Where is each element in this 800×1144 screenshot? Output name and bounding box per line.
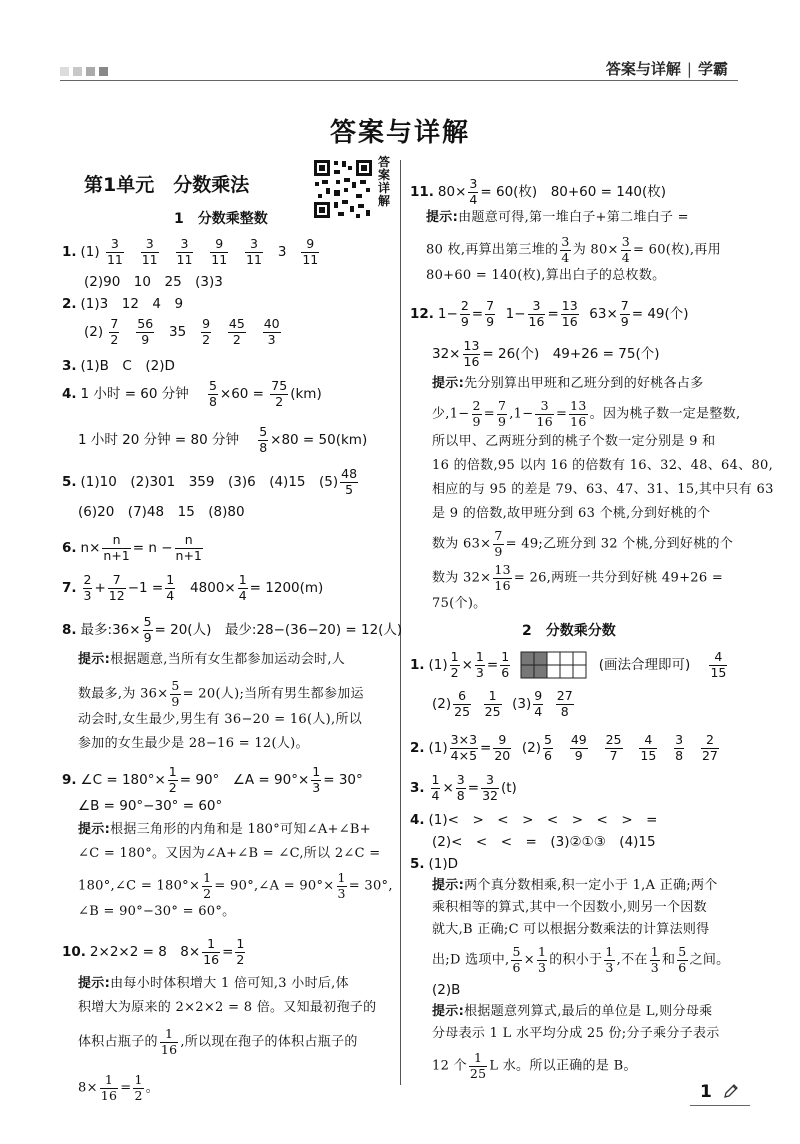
- qr-code-icon: [312, 158, 374, 220]
- fraction: $\frac{9}{11}$: [211, 236, 228, 267]
- fraction: $\frac{4}{15}$: [710, 649, 727, 680]
- q9-hint2: ∠C = 180°。又因为∠A+∠B = ∠C,所以 2∠C =: [78, 846, 381, 861]
- pencil-icon: [722, 1082, 740, 1100]
- fraction: $\frac{3}{11}$: [176, 236, 193, 267]
- q9-hint3: 180°,∠C = 180°× $\frac{1}{2}$ = 90°,∠A = 90°× $\frac{1}{3}$ = 30°,: [78, 870, 393, 901]
- fraction: $\frac{5}{6}$: [678, 944, 687, 975]
- r4-line1: 4. (1)< > < > < > < > =: [410, 812, 658, 828]
- header-separator: |: [686, 60, 692, 78]
- fraction: $\frac{4}{15}$: [640, 732, 657, 763]
- fraction: $\frac{n}{n+1}$: [175, 532, 202, 563]
- fraction: $\frac{13}{16}$: [561, 298, 578, 329]
- fraction-grid: [520, 650, 590, 680]
- q5-line1: 5. (1)10 (2)301 359 (3)6 (4)15 (5) $\frac{48}{5}$: [62, 466, 358, 497]
- fraction: $\frac{1}{16}$: [160, 1026, 178, 1057]
- fraction: $\frac{40}{3}$: [263, 316, 280, 347]
- fraction: $\frac{1}{3}$: [605, 944, 614, 975]
- fraction: $\frac{5}{8}$: [259, 424, 268, 455]
- q8-hint3: 动会时,女生最少,男生有 36−20 = 16(人),所以: [78, 712, 363, 727]
- q3-line: 3. (1)B C (2)D: [62, 358, 175, 374]
- q4-line2: 1 小时 20 分钟 = 80 分钟 $\frac{5}{8}$ ×80 = 50(km): [78, 424, 368, 455]
- fraction: $\frac{25}{7}$: [605, 732, 622, 763]
- q5-line2: (6)20 (7)48 15 (8)80: [78, 504, 245, 520]
- r5-hint7: 12 个 $\frac{1}{25}$ L 水。所以正确的是 B。: [432, 1050, 637, 1081]
- fraction: $\frac{49}{9}$: [570, 732, 587, 763]
- fraction: $\frac{3}{4}$: [469, 176, 478, 207]
- q11-hint2: 80 枚,再算出第三堆的 $\frac{3}{4}$ 为 80× $\frac{3}{4}$ = 60(枚),再用: [426, 234, 721, 265]
- q9-hint4: ∠B = 90°−30° = 60°。: [78, 904, 236, 919]
- q12-hint1: 提示:先分别算出甲班和乙班分到的好桃各占多: [432, 376, 704, 391]
- q10-line1: 10. 2×2×2 = 8 8× $\frac{1}{16}$ = $\frac{1}{2}$: [62, 936, 245, 967]
- fraction: $\frac{7}{9}$: [620, 298, 629, 329]
- grid-cell: [573, 665, 586, 678]
- fraction: $\frac{9}{4}$: [534, 688, 543, 719]
- q1-line1: 1. (1) $\frac{3}{11}$ $\frac{3}{11}$ $\frac{3}{11}$ $\frac{9}{11}$ $\frac{3}{11}$ 3 $\frac{9}{11}$: [62, 236, 319, 267]
- section-title-1: 1 分数乘整数: [174, 211, 268, 227]
- qr-label: 答案详解: [378, 155, 391, 208]
- q1-line2: (2)90 10 25 (3)3: [84, 274, 223, 290]
- fraction: $\frac{7}{12}$: [108, 572, 125, 603]
- grid-cell: [534, 652, 547, 665]
- fraction: $\frac{13}{16}$: [494, 562, 511, 593]
- grid-cell: [521, 652, 534, 665]
- fraction: $\frac{5}{8}$: [208, 378, 217, 409]
- fraction: $\frac{7}{2}$: [110, 316, 119, 347]
- fraction: $\frac{1}{4}$: [238, 572, 247, 603]
- fraction: $\frac{3}{16}$: [528, 298, 545, 329]
- fraction: $\frac{9}{20}$: [494, 732, 511, 763]
- q11-line1: 11. 80× $\frac{3}{4}$ = 60(枚) 80+60 = 140(枚): [410, 176, 667, 207]
- fraction: $\frac{1}{2}$: [236, 936, 245, 967]
- r1-line1: 1. (1) $\frac{1}{2}$ × $\frac{1}{3}$ = $\frac{1}{6}$ (画法合理即可) $\frac{4}{15}$: [410, 649, 727, 680]
- r5-hint3: 就大,B 正确;C 可以根据分数乘法的计算法则得: [432, 922, 710, 937]
- fraction: $\frac{3}{8}$: [456, 772, 465, 803]
- fraction: $\frac{1}{6}$: [501, 649, 510, 680]
- grid-cell: [560, 652, 573, 665]
- header-square: [73, 67, 82, 76]
- r4-line2: (2)< < < = (3)②①③ (4)15: [432, 834, 656, 850]
- fraction: $\frac{5}{9}$: [171, 678, 180, 709]
- fraction: $\frac{3\times 3}{4\times 5}$: [450, 732, 478, 763]
- q12-hint7: 数为 63× $\frac{7}{9}$ = 49;乙班分到 32 个桃,分到好桃的个: [432, 528, 734, 559]
- q12-hint9: 75(个)。: [432, 596, 487, 611]
- q10-hint3: 体积占瓶子的 $\frac{1}{16}$ ,所以现在孢子的体积占瓶子的: [78, 1026, 358, 1057]
- q12-line1: 12. 1− $\frac{2}{9}$ = $\frac{7}{9}$ 1− $\frac{3}{16}$ = $\frac{13}{16}$ 63× $\frac{7}{9}$ = 49(个): [410, 298, 689, 329]
- q12-line2: 32× $\frac{13}{16}$ = 26(个) 49+26 = 75(个): [432, 338, 660, 369]
- grid-cell: [547, 665, 560, 678]
- fraction: $\frac{2}{9}$: [472, 398, 481, 429]
- fraction: $\frac{5}{6}$: [512, 944, 521, 975]
- r5-line1: 5. (1)D: [410, 856, 459, 872]
- brand-logo: 学霸: [697, 60, 728, 78]
- fraction: $\frac{1}{4}$: [166, 572, 175, 603]
- fraction: $\frac{7}{9}$: [494, 528, 503, 559]
- r5-hint1: 提示:两个真分数相乘,积一定小于 1,A 正确;两个: [432, 878, 718, 893]
- fraction: $\frac{27}{8}$: [556, 688, 573, 719]
- grid-cell: [560, 665, 573, 678]
- q9-line2: ∠B = 90°−30° = 60°: [78, 798, 223, 814]
- q9-line1: 9. ∠C = 180°× $\frac{1}{2}$ = 90° ∠A = 90°× $\frac{1}{3}$ = 30°: [62, 764, 363, 795]
- fraction: $\frac{3}{11}$: [246, 236, 262, 267]
- fraction: $\frac{1}{4}$: [431, 772, 440, 803]
- q2-line1: 2. (1)3 12 4 9: [62, 296, 184, 312]
- fraction: $\frac{1}{2}$: [203, 870, 212, 901]
- fraction: $\frac{1}{2}$: [134, 1072, 143, 1103]
- q10-hint4: 8× $\frac{1}{16}$ = $\frac{1}{2}$ 。: [78, 1072, 160, 1103]
- r5-hint6: 分母表示 1 L 水平均分成 25 份;分子乘分子表示: [432, 1026, 720, 1041]
- fraction: $\frac{n}{n+1}$: [103, 532, 130, 563]
- header-squares: [60, 67, 108, 76]
- fraction: $\frac{3}{4}$: [621, 234, 631, 265]
- fraction: $\frac{5}{6}$: [543, 732, 552, 763]
- header-label: [606, 58, 728, 79]
- page-number: 1: [700, 1082, 712, 1102]
- fraction: $\frac{9}{2}$: [202, 316, 211, 347]
- footer-rule: [690, 1105, 750, 1106]
- fraction: $\frac{3}{16}$: [536, 398, 553, 429]
- fraction: $\frac{1}{16}$: [203, 936, 220, 967]
- fraction: $\frac{1}{25}$: [469, 1050, 487, 1081]
- fraction: $\frac{45}{2}$: [228, 316, 245, 347]
- grid-cell: [521, 665, 534, 678]
- fraction: $\frac{1}{3}$: [475, 649, 484, 680]
- section-title-2: 2 分数乘分数: [522, 623, 616, 639]
- fraction: $\frac{3}{8}$: [675, 732, 684, 763]
- q4-line1: 4. 1 小时 = 60 分钟 $\frac{5}{8}$ ×60 = $\frac{75}{2}$ (km): [62, 378, 322, 409]
- grid-cell: [573, 652, 586, 665]
- q12-hint5: 相应的与 95 的差是 79、63、47、31、15,其中只有 63: [432, 482, 774, 497]
- q12-hint3: 所以甲、乙两班分到的桃子个数一定分别是 9 和: [432, 434, 716, 449]
- fraction: $\frac{3}{4}$: [561, 234, 570, 265]
- fraction: $\frac{1}{3}$: [312, 764, 321, 795]
- fraction: $\frac{9}{11}$: [302, 236, 319, 267]
- header-square: [99, 67, 108, 76]
- fraction: $\frac{7}{9}$: [497, 398, 507, 429]
- fraction: $\frac{1}{3}$: [337, 870, 346, 901]
- fraction: $\frac{6}{25}$: [454, 688, 471, 719]
- q2-line2: (2) $\frac{7}{2}$ $\frac{56}{9}$ 35 $\frac{9}{2}$ $\frac{45}{2}$ $\frac{40}{3}$: [84, 316, 280, 347]
- fraction: $\frac{3}{11}$: [106, 236, 123, 267]
- fraction: $\frac{5}{9}$: [143, 614, 152, 645]
- header-rule: [60, 80, 738, 81]
- r3-line: 3. $\frac{1}{4}$ × $\frac{3}{8}$ = $\frac{3}{32}$ (t): [410, 772, 517, 803]
- grid-cell: [534, 665, 547, 678]
- fraction: $\frac{2}{3}$: [83, 572, 92, 603]
- r5-line2: (2)B: [432, 982, 461, 998]
- q11-hint3: 80+60 = 140(枚),算出白子的总枚数。: [426, 268, 666, 283]
- q12-hint4: 16 的倍数,95 以内 16 的倍数有 16、32、48、64、80,: [432, 458, 774, 473]
- page-title: 答案与详解: [329, 118, 470, 148]
- r5-hint5: 提示:根据题意列算式,最后的单位是 L,则分母乘: [432, 1004, 713, 1019]
- header-square: [60, 67, 69, 76]
- fraction: $\frac{1}{25}$: [484, 688, 501, 719]
- q6-line: 6. n× $\frac{n}{n+1}$ = n − $\frac{n}{n+1}$: [62, 532, 202, 563]
- fraction: $\frac{48}{5}$: [341, 466, 358, 497]
- fraction: $\frac{75}{2}$: [271, 378, 288, 409]
- q8-hint2: 数最多,为 36× $\frac{5}{9}$ = 20(人);当所有男生都参加运: [78, 678, 364, 709]
- unit-title: 第1单元 分数乘法: [84, 174, 250, 196]
- q10-hint2: 积增大为原来的 2×2×2 = 8 倍。又知最初孢子的: [78, 1000, 377, 1015]
- r5-hint4: 出;D 选项中, $\frac{5}{6}$ × $\frac{1}{3}$ 的积小于 $\frac{1}{3}$ ,不在 $\frac{1}{3}$ 和 $\frac{5}{6}$ 之间。: [432, 944, 730, 975]
- r1-line2: (2) $\frac{6}{25}$ $\frac{1}{25}$ (3) $\frac{9}{4}$ $\frac{27}{8}$: [432, 688, 573, 719]
- fraction: $\frac{56}{9}$: [137, 316, 154, 347]
- fraction: $\frac{1}{3}$: [650, 944, 659, 975]
- q12-hint8: 数为 32× $\frac{13}{16}$ = 26,两班一共分到好桃 49+26 =: [432, 562, 724, 593]
- grid-cell: [547, 652, 560, 665]
- q12-hint6: 是 9 的倍数,故甲班分到 63 个桃,分到好桃的个: [432, 506, 711, 521]
- fraction: $\frac{1}{16}$: [100, 1072, 118, 1103]
- fraction: $\frac{13}{16}$: [570, 398, 587, 429]
- q8-hint4: 参加的女生最少是 28−16 = 12(人)。: [78, 736, 309, 751]
- header-square: [86, 67, 95, 76]
- q8-line1: 8. 最多:36× $\frac{5}{9}$ = 20(人) 最少:28−(36−20) = 12(人): [62, 614, 403, 645]
- fraction: $\frac{7}{9}$: [486, 298, 495, 329]
- q12-hint2: 少,1− $\frac{2}{9}$ = $\frac{7}{9}$ ,1− $\frac{3}{16}$ = $\frac{13}{16}$ 。因为桃子数一定是整数,: [432, 398, 741, 429]
- fraction: $\frac{13}{16}$: [463, 338, 480, 369]
- r2-line: 2. (1) $\frac{3\times 3}{4\times 5}$ = $\frac{9}{20}$ (2) $\frac{5}{6}$ $\frac{49}{9}$ $\frac{25}{7}$ $\frac{4}{15}$ $\frac{3}{8}$ $\frac{2}{27}$: [410, 732, 718, 763]
- fraction: $\frac{2}{27}$: [701, 732, 718, 763]
- q8-hint1: 提示:根据题意,当所有女生都参加运动会时,人: [78, 652, 346, 667]
- q10-hint1: 提示:由每小时体积增大 1 倍可知,3 小时后,体: [78, 976, 349, 991]
- fraction: $\frac{2}{9}$: [460, 298, 469, 329]
- q7-line: 7. $\frac{2}{3}$ + $\frac{7}{12}$ −1 = $\frac{1}{4}$ 4800× $\frac{1}{4}$ = 1200(m): [62, 572, 324, 603]
- fraction: $\frac{1}{2}$: [168, 764, 177, 795]
- fraction: $\frac{1}{3}$: [537, 944, 547, 975]
- q9-hint1: 提示:根据三角形的内角和是 180°可知∠A+∠B+: [78, 822, 371, 837]
- fraction: $\frac{1}{2}$: [450, 649, 459, 680]
- header-title: 答案与详解: [605, 60, 681, 78]
- q11-hint1: 提示:由题意可得,第一堆白子+第二堆白子 =: [426, 210, 689, 225]
- fraction: $\frac{3}{32}$: [482, 772, 498, 803]
- fraction: $\frac{3}{11}$: [141, 236, 158, 267]
- r5-hint2: 乘积相等的算式,其中一个因数小,则另一个因数: [432, 900, 707, 915]
